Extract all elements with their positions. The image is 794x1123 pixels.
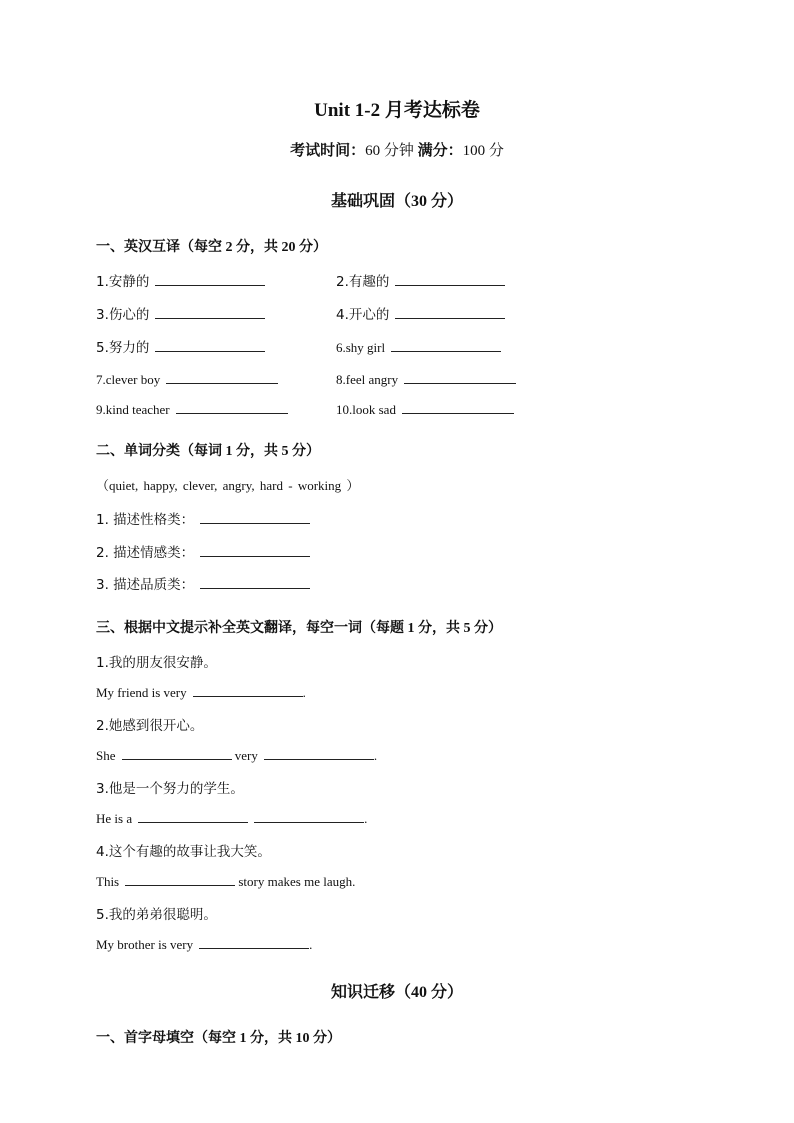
translation-item-3: 3.伤心的: [96, 303, 265, 323]
translation-item-2: 2.有趣的: [336, 270, 505, 290]
time-value: 60 分钟: [365, 143, 414, 159]
question-heading-initial-letter: 一、首字母填空（每空 1 分，共 10 分）: [96, 1031, 341, 1046]
answer-blank[interactable]: [176, 400, 288, 414]
translation-item-9: 9.kind teacher: [96, 400, 288, 418]
sentence-en-3: He is a .: [96, 811, 368, 826]
answer-blank[interactable]: [199, 935, 309, 949]
sentence-cn-1: 1.我的朋友很安静。: [96, 655, 217, 671]
question-heading-classification: 二、单词分类（每词 1 分，共 5 分）: [96, 444, 320, 459]
classification-item-3: 3. 描述品质类：: [96, 573, 310, 593]
answer-blank[interactable]: [125, 872, 235, 886]
translation-item-8: 8.feel angry: [336, 370, 516, 388]
answer-blank[interactable]: [395, 272, 505, 287]
section-title-transfer: 知识迁移（40 分）: [330, 984, 463, 1001]
section-title-basics: 基础巩固（30 分）: [330, 193, 463, 210]
answer-blank[interactable]: [193, 683, 303, 697]
translation-item-7: 7.clever boy: [96, 370, 278, 388]
score-label: 满分：: [417, 143, 463, 159]
sentence-cn-3: 3.他是一个努力的学生。: [96, 781, 244, 797]
answer-blank[interactable]: [254, 809, 364, 823]
translation-item-4: 4.开心的: [336, 303, 505, 323]
answer-blank[interactable]: [391, 338, 501, 352]
answer-blank[interactable]: [200, 543, 310, 558]
translation-item-1: 1.安静的: [96, 270, 265, 290]
answer-blank[interactable]: [155, 305, 265, 320]
sentence-cn-5: 5.我的弟弟很聪明。: [96, 907, 217, 923]
sentence-cn-4: 4.这个有趣的故事让我大笑。: [96, 844, 271, 860]
answer-blank[interactable]: [402, 400, 514, 414]
page-title: Unit 1-2 月考达标卷: [314, 100, 480, 121]
answer-blank[interactable]: [395, 305, 505, 320]
question-heading-translation-fill: 三、根据中文提示补全英文翻译，每空一词（每题 1 分，共 5 分）: [96, 621, 502, 636]
sentence-en-5: My brother is very .: [96, 937, 313, 952]
answer-blank[interactable]: [122, 746, 232, 760]
sentence-en-4: This story makes me laugh.: [96, 874, 356, 889]
classification-item-1: 1. 描述性格类：: [96, 508, 310, 528]
answer-blank[interactable]: [155, 272, 265, 287]
sentence-en-1: My friend is very .: [96, 685, 306, 700]
time-label: 考试时间：: [290, 143, 366, 159]
word-list: （quiet, happy, clever, angry, hard - working ）: [96, 478, 360, 493]
score-value: 100 分: [462, 143, 504, 159]
translation-item-10: 10.look sad: [336, 400, 514, 418]
answer-blank[interactable]: [166, 370, 278, 384]
answer-blank[interactable]: [200, 510, 310, 525]
classification-item-2: 2. 描述情感类：: [96, 541, 310, 561]
answer-blank[interactable]: [138, 809, 248, 823]
answer-blank[interactable]: [404, 370, 516, 384]
exam-info: [0, 139, 794, 160]
translation-item-6: 6.shy girl: [336, 338, 501, 356]
sentence-en-2: She very .: [96, 748, 378, 763]
question-heading-translation: 一、英汉互译（每空 2 分，共 20 分）: [96, 240, 327, 255]
sentence-cn-2: 2.她感到很开心。: [96, 718, 204, 734]
answer-blank[interactable]: [155, 338, 265, 353]
translation-item-5: 5.努力的: [96, 336, 265, 356]
answer-blank[interactable]: [200, 575, 310, 590]
answer-blank[interactable]: [264, 746, 374, 760]
